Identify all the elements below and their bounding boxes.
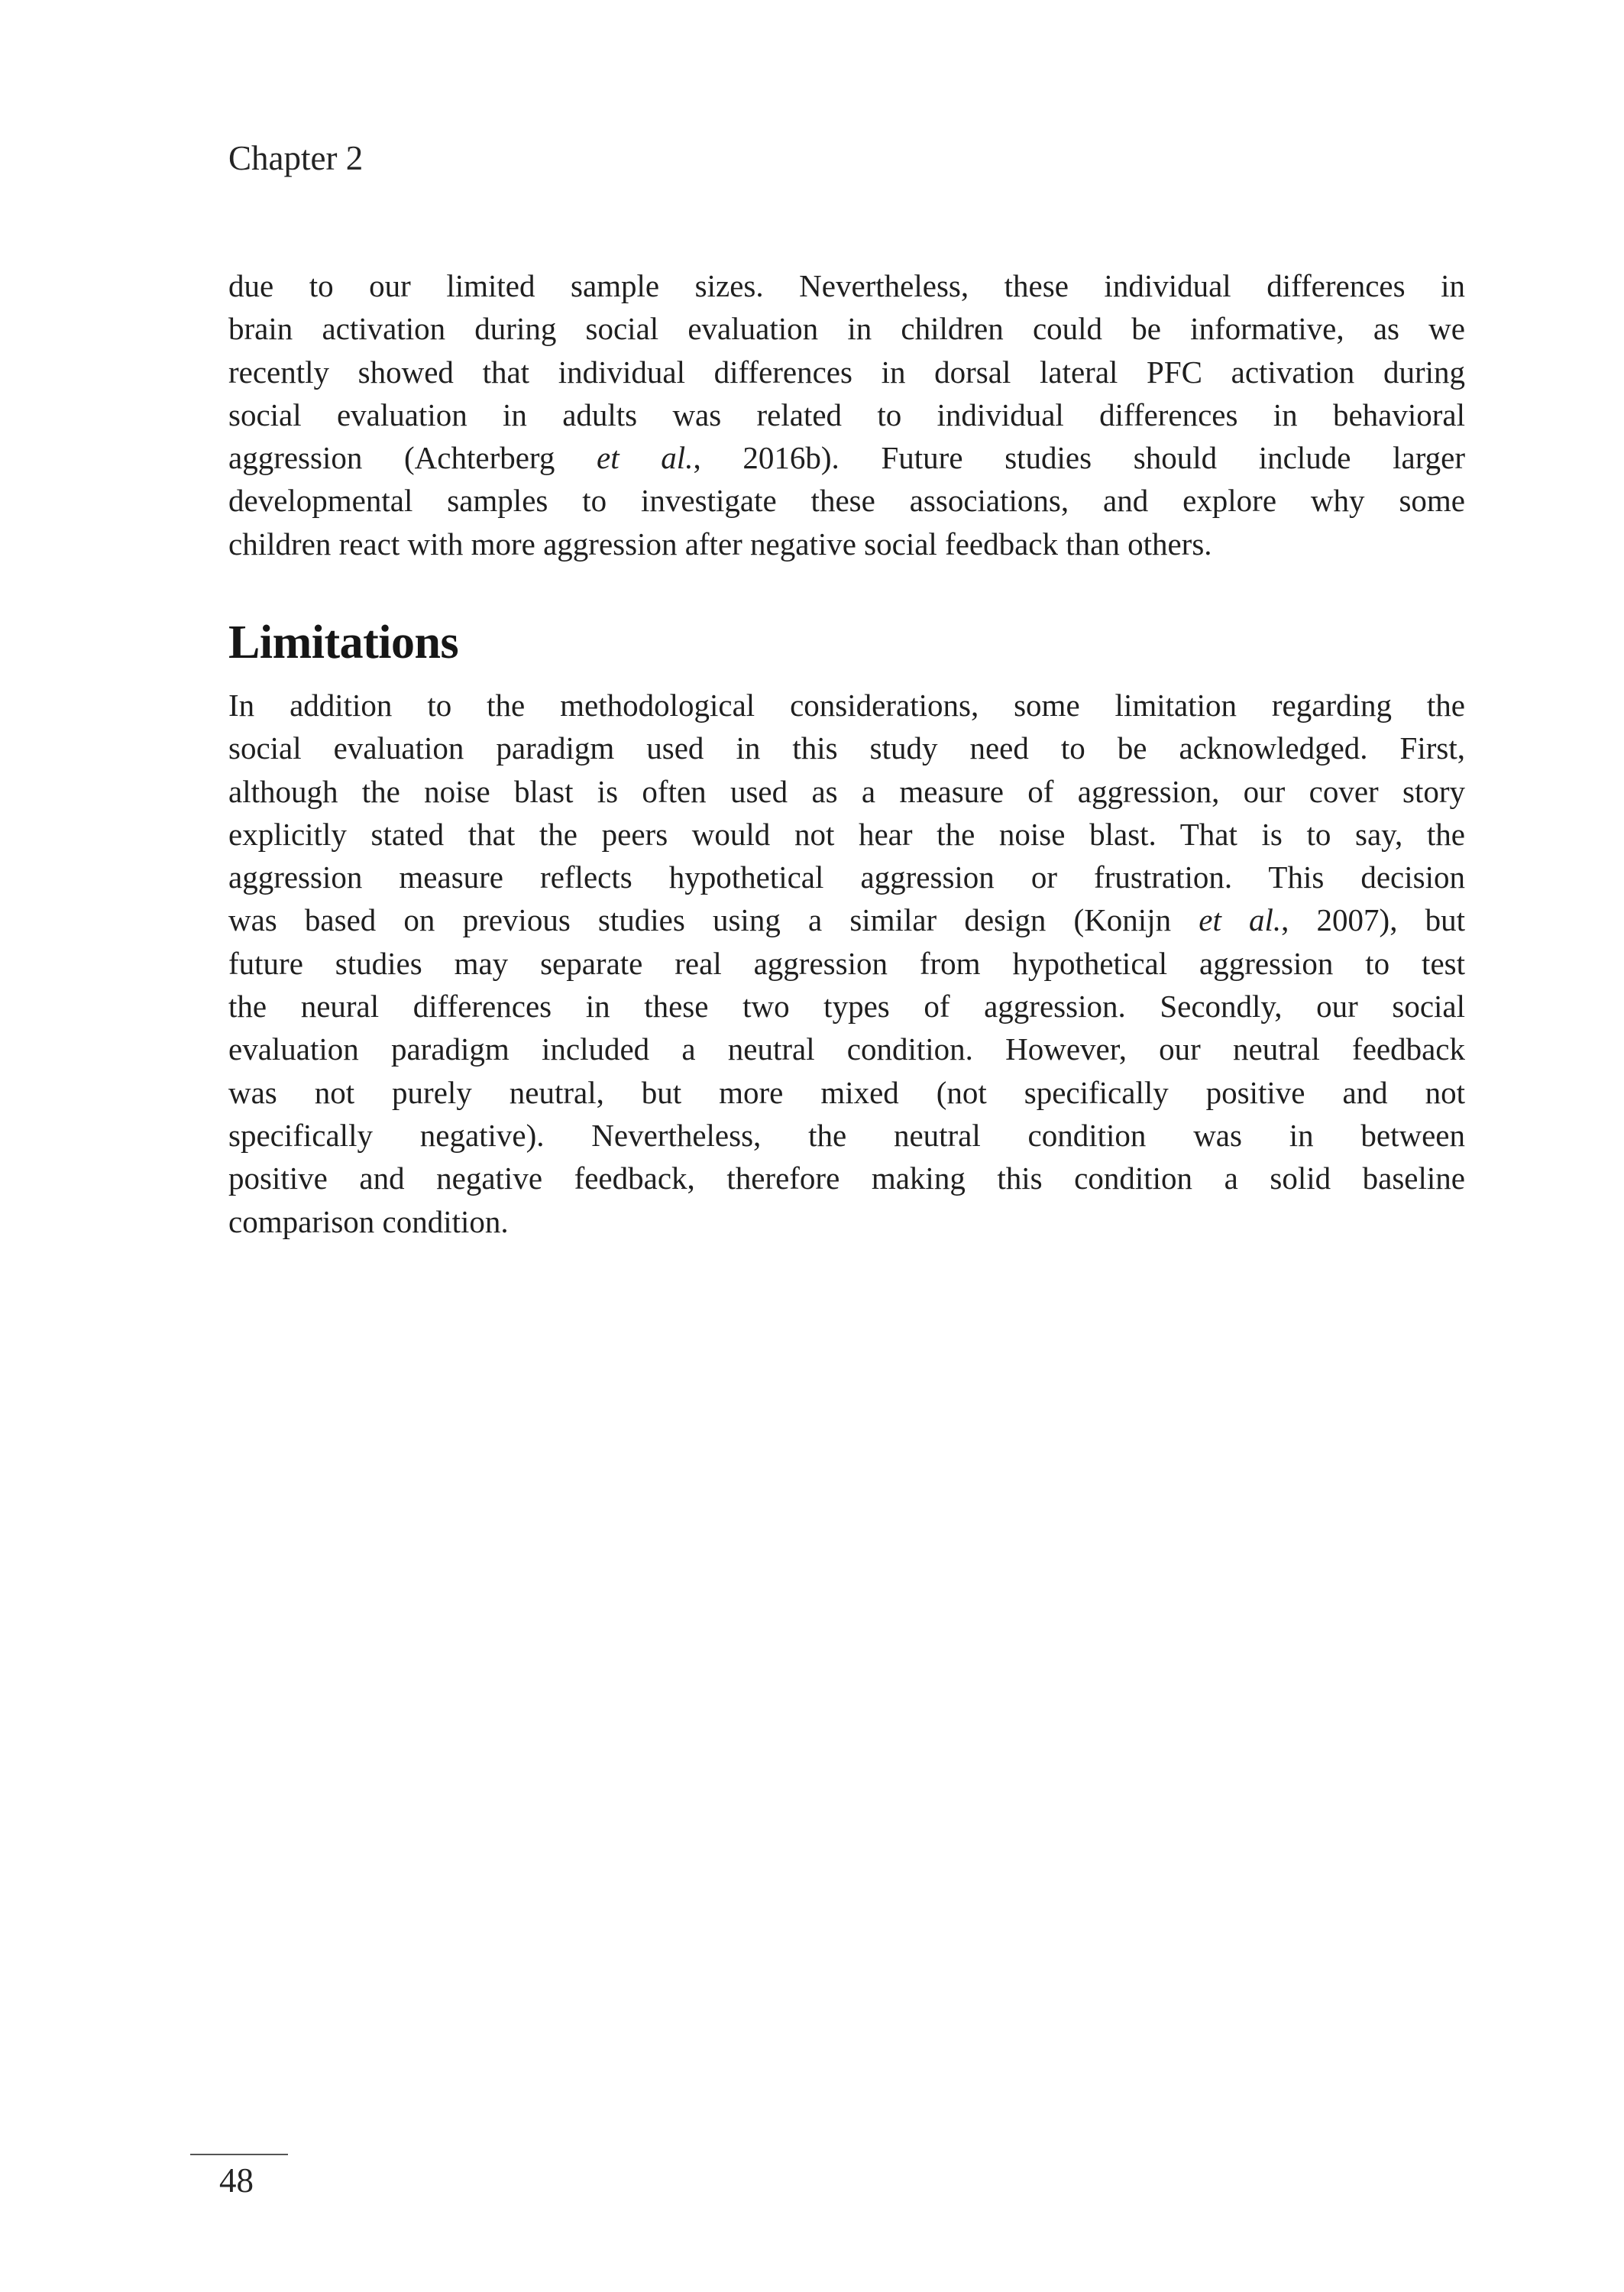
text-line: aggression (Achterberg et al., 2016b). Future studies should include larger — [228, 440, 1466, 476]
text-line: brain activation during social evaluation in children could be informative, as we — [228, 311, 1465, 347]
text-line: comparison condition. — [228, 1203, 509, 1239]
text-line: social evaluation in adults was related to individual differences in behavioral — [228, 397, 1465, 432]
text-line: aggression measure reflects hypothetical aggression or frustration. This decision — [228, 860, 1465, 895]
text-line: positive and negative feedback, therefore making this condition a solid baseline — [228, 1161, 1465, 1196]
text-line: although the noise blast is often used as a measure of aggression, our cover story — [228, 773, 1465, 809]
text-line: due to our limited sample sizes. Nevertheless, these individual differences in — [228, 268, 1465, 303]
text-line: children react with more aggression after negative social feedback than others. — [228, 526, 1212, 562]
text-line: the neural differences in these two types of aggression. Secondly, our social — [228, 989, 1465, 1025]
text-line: future studies may separate real aggression from hypothetical aggression to test — [228, 945, 1465, 981]
text-line: evaluation paradigm included a neutral condition. However, our neutral feedback — [228, 1031, 1465, 1067]
text-line: recently showed that individual differences in dorsal lateral PFC activation during — [228, 354, 1465, 390]
text-line: developmental samples to investigate these associations, and explore why some — [228, 483, 1465, 519]
text-line: explicitly stated that the peers would not hear the noise blast. That is to say, the — [228, 816, 1465, 852]
footer-rule — [190, 2154, 288, 2155]
text-line: social evaluation paradigm used in this study need to be acknowledged. First, — [228, 730, 1465, 766]
paragraph-2 — [228, 684, 1465, 1243]
running-header: Chapter 2 — [228, 139, 364, 177]
text-line: In addition to the methodological considerations, some limitation regarding the — [228, 688, 1465, 723]
text-line: specifically negative). Nevertheless, the neutral condition was in between — [228, 1117, 1465, 1153]
page-number: 48 — [219, 2161, 254, 2200]
text-line: was based on previous studies using a similar design (Konijn et al., 2007), but — [228, 902, 1465, 938]
paragraph-1 — [228, 264, 1465, 565]
text-line: was not purely neutral, but more mixed (not specifically positive and not — [228, 1074, 1465, 1110]
section-heading: Limitations — [228, 617, 459, 668]
